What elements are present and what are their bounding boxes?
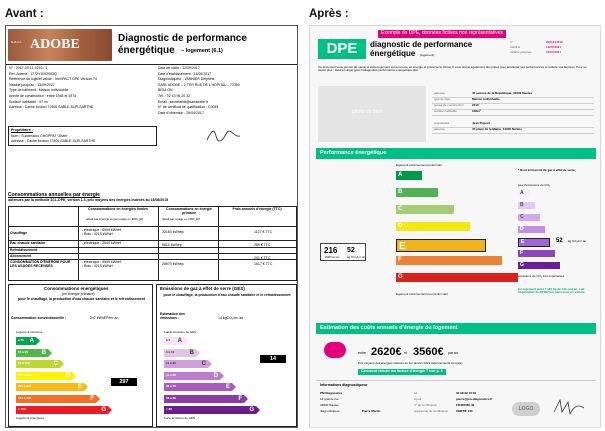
visit-line: Diagnostiqueur : VANNIER Delphine	[158, 77, 215, 82]
before-heading: Avant :	[5, 8, 44, 20]
energy-subtitle: (en énergie primaire)	[62, 292, 95, 296]
diag-field: 12 grande rue	[320, 397, 339, 401]
visit-line: Date d'obtention : 26/04/2017	[158, 110, 204, 115]
perf-section-title: Performance énergétique	[320, 150, 387, 156]
diag-value: 02 98 22 13 09	[456, 391, 477, 395]
number-label: n°	[510, 40, 513, 44]
visit-line: BRULON	[158, 88, 173, 93]
visit-line: Date de visite : 12/09/2017	[158, 66, 200, 70]
ges-letter: B	[189, 349, 194, 356]
ges-label: * Dont émissions de gaz à effet de serre	[518, 168, 575, 172]
ges-letter: E	[225, 384, 230, 390]
piggy-bank-icon	[324, 342, 346, 358]
info-value: Maison individuelle	[472, 97, 500, 101]
info-value: 2010	[472, 103, 479, 107]
property-photo	[318, 86, 426, 142]
row-label: Refroidissement	[10, 248, 38, 252]
diag-field: n° de certification	[414, 403, 438, 407]
perf-section-header	[316, 148, 596, 159]
ener-bar-d	[16, 372, 72, 380]
energy-marker: 297	[111, 378, 137, 386]
ges-bar-b	[164, 349, 196, 357]
info-label: adresse	[434, 91, 445, 95]
ener-range: 91 à 150	[18, 361, 30, 365]
energy-bar-f: F	[396, 256, 502, 265]
ges-bar-g	[164, 406, 256, 414]
cost-note: Prix moyens des énergies indexés au 1er janvier 2021 (abonnements compris)	[358, 361, 463, 365]
id-line: N° : 2017-09-11-9216 / 1	[9, 66, 48, 70]
row-cost: 1127 € TTC	[254, 230, 273, 234]
ges-bar-e: E	[518, 238, 550, 247]
intro-text: Ce document vous permet de savoir si votre logement est économe en énergie et préserve le climat. Il vous donne également des pistes pour améliorer ses performances et réduire vos factures. Pour en savoir plus : www.ecologie.gouv.fr/diagnostic-performance-energetique-dpe	[318, 65, 587, 73]
info-value: 108m²	[472, 109, 481, 113]
visit-line: SARL ADOBE – 2 TER RUE DE L'HOPITAL – 72350	[158, 82, 240, 87]
diag-value: CERTIF XXI	[456, 409, 473, 413]
ener-letter: E	[77, 384, 82, 390]
ges-scale-bottom: émissions de CO₂ très importantes	[518, 274, 565, 278]
ener-range: 151 à 230	[18, 372, 32, 377]
row-primary: 22160 kWhep	[162, 230, 184, 234]
ges-bar-a: A	[518, 190, 530, 197]
ener-range: > 450	[18, 407, 26, 411]
info-label: année de construction	[434, 103, 464, 107]
number-value: 12/07/2031	[546, 50, 562, 54]
ges-letter: F	[238, 395, 242, 402]
info-label: surface habitable	[434, 109, 457, 113]
col-sub-primary: détail par usage en kWh_EP	[162, 217, 201, 221]
ener-range: 231 à 330	[18, 384, 32, 388]
id-line: Adresse : Cache bouton 72300 SABLE-SUR-SARTHE	[9, 105, 94, 110]
ges-bar-e	[164, 383, 232, 391]
energy-bar-a: A	[396, 171, 422, 180]
ges-note: Ce logement émet 7 410 kg de CO₂ par an, soit l'équivalent de 38 397 km parcourus en voiture.	[518, 287, 586, 295]
ges-estimate-label: Estimation des émissions :	[160, 312, 185, 320]
cost-per-label: par an	[448, 351, 458, 355]
ener-bar-e	[16, 383, 84, 391]
ener-letter: B	[41, 349, 46, 356]
id-line: Type de bâtiment : Maison individuelle	[9, 88, 69, 93]
ges-scale-top: peu d'émissions de CO₂	[518, 183, 551, 187]
energy-title: Consommations énergétiques	[44, 286, 109, 291]
ges-bar-g: G	[518, 262, 560, 269]
ges-unit: kg CO₂/m².an	[568, 239, 587, 243]
number-value: 13/07/2021	[546, 45, 562, 49]
ener-letter: C	[53, 361, 58, 367]
energy-bar-e: E	[396, 239, 486, 252]
number-value: 2021024610	[546, 40, 563, 44]
id-line: Référence du logiciel validé : Imm'PACT DPE Version 74	[9, 77, 97, 82]
row-final: - électrique : 9595 kWhef - Bois : 4215 kWhef	[82, 260, 121, 268]
ges-bar-d	[164, 372, 220, 380]
photo-placeholder-text: photo du bien	[352, 109, 383, 115]
diag-field: organisme de certification	[414, 409, 449, 413]
id-line: Surface habitable : 97 m²	[9, 99, 49, 104]
ener-letter: A	[29, 338, 34, 344]
ges-bar-f: F	[518, 250, 555, 257]
info-value: Jean Dupont	[472, 121, 491, 125]
ges-range: > 80	[166, 407, 172, 411]
ener-bar-f	[16, 395, 96, 403]
cost-high: 3560€	[413, 346, 444, 358]
ener-letter: F	[90, 395, 94, 402]
row-label: CONSOMMATION D'ÉNERGIE POUR LES USAGES RECENSÉS	[10, 260, 71, 268]
row-final: - électrique : 6550 kWhef - Bois : 4215 kWhef	[82, 228, 121, 236]
ges-bar-c: C	[518, 214, 540, 221]
diag-value: FR400030-49	[456, 403, 475, 407]
visit-line: Email : secretariat@sarladobe.fr	[158, 99, 209, 104]
signature-icon	[204, 126, 244, 146]
ges-range: ≤ 5	[166, 338, 171, 342]
ges-marker: 14	[260, 355, 286, 363]
energy-bar-c: C	[396, 205, 454, 214]
ener-range: 331 à 450	[18, 395, 32, 400]
energy-bar-g: G	[396, 273, 518, 282]
dpe-logo: DPE	[318, 39, 366, 59]
doc-title: Diagnostic de performance	[118, 33, 247, 44]
owner-name: Nom : Succession CHOPPAT Olivier	[11, 134, 68, 138]
col-head-final: Consommations en énergies finales	[88, 207, 148, 211]
ges-estimate-value: 14 kgCO₂/m².an	[218, 316, 244, 320]
ges-bar-b: B	[518, 202, 535, 209]
diag-field: email	[414, 397, 422, 401]
reduce-bill-link[interactable]: Comment réduire ma facture d'énergie ? voir p. 3	[358, 369, 446, 375]
row-primary: 28970 kWhep	[162, 262, 184, 266]
visit-line: Tél. : 02 43 95 20 32	[158, 94, 191, 98]
doc-title-2: énergétique	[118, 45, 175, 56]
fictive-banner: Exemple de DPE, données fictives non représentatives	[378, 30, 506, 38]
logo-prefix: s.a.r.l.	[11, 39, 22, 44]
doc-title-small: (logement)	[420, 53, 435, 57]
info-label: adresse	[434, 127, 445, 131]
owner-label: Propriétaire :	[11, 128, 33, 132]
energy-scale-bottom: Logement énergivore	[16, 416, 45, 420]
ener-bar-a	[16, 337, 36, 345]
company-logo: LOGO	[512, 402, 540, 416]
id-line: Année de construction : entre 1948 et 1974	[9, 94, 77, 98]
cost-and-label: et	[404, 351, 407, 355]
id-line: Valable jusqu'au : 13/09/2027	[9, 82, 55, 87]
col-head-cost: Frais annuels d'énergie (TTC)	[232, 207, 282, 211]
diag-field: diagnostiqueur	[320, 409, 340, 413]
number-label: établi le	[510, 45, 521, 49]
ges-bar-f	[164, 395, 244, 403]
ges-letter: A	[177, 338, 182, 344]
ges-range: 11 à 20	[166, 361, 176, 365]
cost-section-header	[316, 323, 596, 334]
perf-scale-bottom: logement extrêmement peu performant	[396, 292, 448, 296]
ges-scale-top: Faible émission de GES	[164, 330, 197, 334]
col-sub-final: détail par énergie et par usage en kWh_EF	[86, 217, 144, 221]
after-document	[309, 25, 601, 428]
ges-value: 52	[556, 238, 563, 244]
doc-title-suffix: – logement (6.1)	[181, 48, 223, 54]
doc-title: diagnostic de performance	[370, 40, 473, 49]
ges-range: 21 à 35	[166, 372, 177, 377]
ges-letter: D	[213, 372, 218, 379]
col-head-primary: Consommations en énergie primaire	[166, 207, 212, 215]
cost-between-label: entre	[358, 351, 366, 355]
diag-field: PM Diagnostics	[320, 391, 343, 395]
cost-low: 2620€	[371, 346, 402, 358]
energy-bar-d: D	[396, 222, 470, 231]
ges-bar-a	[164, 337, 184, 345]
ges-subtitle: pour le chauffage, la production d'eau chaude sanitaire et le refroidissement	[163, 293, 291, 297]
diagnostician-title: Informations diagnostiqueur	[320, 383, 368, 387]
ges-bar-d: D	[518, 226, 545, 233]
info-value: 42 avenue de la République, 44000 Nantes	[472, 91, 533, 95]
ener-bar-b	[16, 349, 48, 357]
energy-unit: kWh/m².an	[325, 255, 340, 259]
ges-scale-bottom: Forte émission de GES	[164, 416, 196, 420]
perf-scale-top: logement extrêmement performant	[396, 163, 443, 167]
ener-range: 51 à 90	[18, 349, 29, 354]
ener-letter: D	[65, 372, 70, 379]
diag-field: tel	[414, 391, 418, 395]
energy-scale-top: Logement économe	[16, 330, 43, 334]
signature-icon	[550, 396, 590, 418]
ener-bar-g	[16, 406, 108, 414]
energy-conv-value: 297 kWhEP/m².an	[90, 316, 119, 320]
row-cost: 1617 € TTC	[254, 262, 273, 266]
conso-title: Consommations annuelles par énergie	[8, 192, 100, 198]
row-label: Eau chaude sanitaire	[10, 241, 46, 245]
row-final: - électrique : 2640 kWhef	[82, 241, 121, 245]
owner-address: Adresse : Cache bouton 72300 SABLE-SUR-SARTHE	[11, 139, 96, 143]
ges-unit-small: kg CO₂/m².an	[347, 255, 366, 259]
logo-text: ADOBE	[30, 37, 80, 52]
visit-line: Date d'établissement : 14/09/2017	[158, 71, 212, 76]
row-cost: 201 € TTC	[254, 256, 271, 260]
ges-range: 56 à 80	[166, 395, 177, 400]
owner-box	[8, 126, 157, 146]
after-heading: Après :	[309, 8, 349, 20]
diag-value: Pierre Martin	[362, 409, 381, 413]
adobe-logo	[8, 29, 112, 61]
info-value: 45 place de la Mairie, 44000 Nantes	[472, 127, 522, 131]
before-document	[5, 25, 298, 428]
row-cost: 289 € TTC	[254, 243, 271, 247]
info-label: propriétaire	[434, 121, 450, 125]
energy-bar-b: B	[396, 188, 438, 197]
visit-line: N° de certificat de qualification : C0045	[158, 105, 219, 110]
number-label: valable jusqu'au	[510, 50, 532, 54]
info-label: type de bien	[434, 97, 451, 101]
row-label: Chauffage	[10, 231, 28, 235]
conso-subtitle: obtenues par la méthode 3CL-DPE, version 1.3, prix moyens des énergies indexés au 15/08/2015	[8, 198, 169, 202]
ges-value-small: 52	[347, 247, 355, 254]
cost-section-title: Estimation des coûts annuels d'énergie du logement	[320, 325, 458, 331]
ges-range: 6 à 10	[166, 349, 175, 354]
ges-title: Émissions de gaz à effet de serre (GES)	[160, 286, 245, 291]
diag-value: pierre@pm-diagnostics.fr	[456, 397, 493, 401]
ener-letter: G	[101, 407, 106, 413]
diag-field: 44000 Nantes	[320, 403, 339, 407]
ges-letter: G	[249, 407, 254, 413]
energy-subtitle-2: pour le chauffage, la production d'eau chaude sanitaire et le refroidissement	[17, 297, 146, 301]
ges-bar-c	[164, 360, 208, 368]
ener-bar-c	[16, 360, 60, 368]
ges-letter: C	[201, 361, 206, 367]
energy-value-box	[320, 243, 366, 261]
ener-range: ≤ 50	[18, 338, 24, 342]
energy-value: 216	[324, 246, 338, 255]
doc-title-2: énergétique	[370, 49, 416, 58]
ges-range: 36 à 55	[166, 384, 177, 388]
row-label: Abonnement	[10, 254, 32, 258]
id-line: Réf. Ademe : 1772V1002993Q	[9, 71, 57, 76]
row-primary: 6810 kWhep	[162, 243, 182, 247]
energy-conv-label: Consommation conventionnelle :	[11, 316, 67, 320]
